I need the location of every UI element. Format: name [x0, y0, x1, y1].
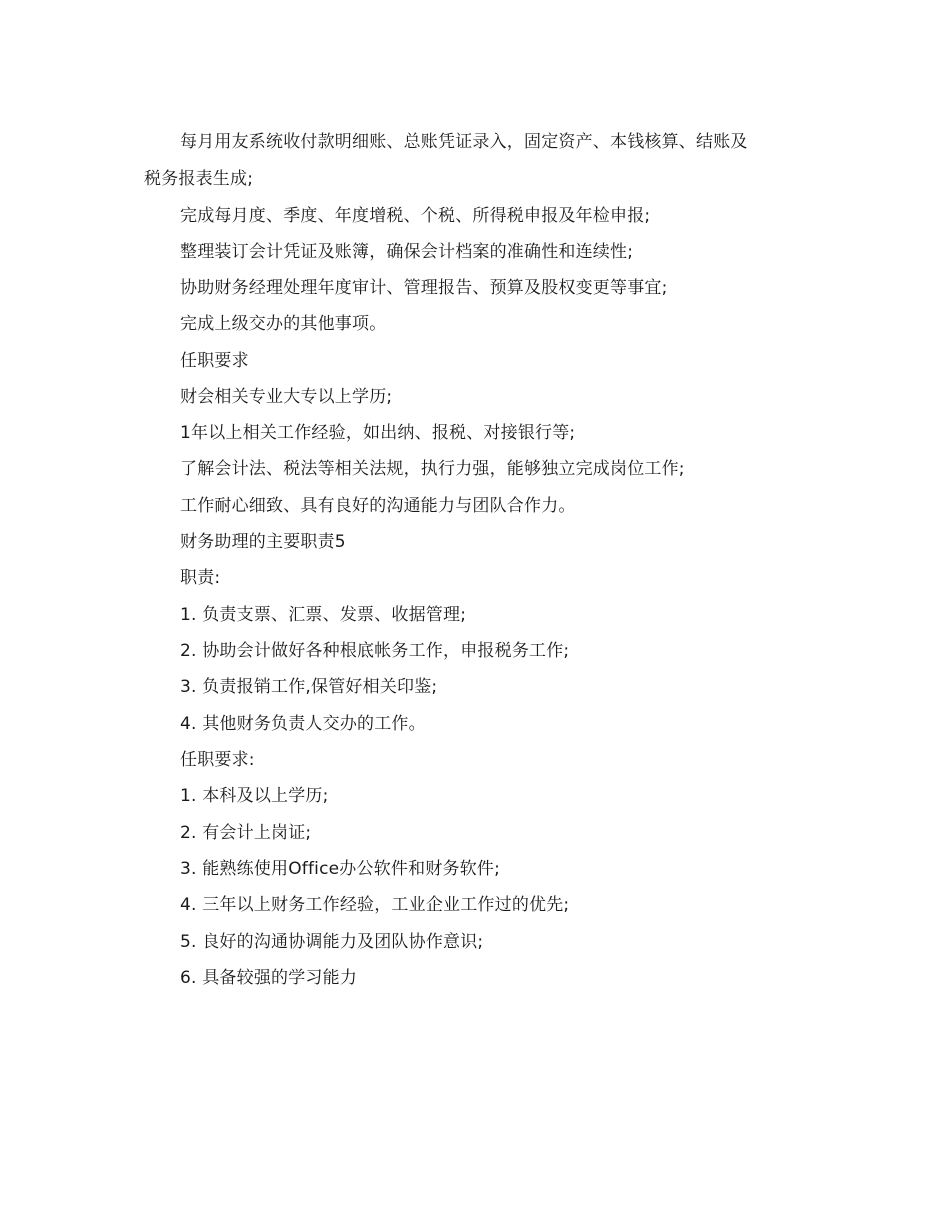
section-heading-duties-5: 财务助理的主要职责5	[180, 532, 346, 552]
text-line-8: 财会相关专业大专以上学历;	[180, 387, 393, 407]
text-line-9: 1年以上相关工作经验，如出纳、报税、对接银行等;	[180, 423, 576, 443]
list-item-requirement-2: 2. 有会计上岗证;	[180, 823, 312, 843]
text-line-5: 协助财务经理处理年度审计、管理报告、预算及股权变更等事宜;	[180, 278, 668, 298]
text-line-11: 工作耐心细致、具有良好的沟通能力与团队合作力。	[180, 496, 576, 516]
text-line-6: 完成上级交办的其他事项。	[180, 314, 387, 334]
list-item-duty-3: 3. 负责报销工作,保管好相关印鉴;	[180, 677, 438, 697]
list-item-duty-2: 2. 协助会计做好各种根底帐务工作，申报税务工作;	[180, 641, 570, 661]
text-line-10: 了解会计法、税法等相关法规，执行力强，能够独立完成岗位工作;	[180, 459, 685, 479]
list-item-requirement-6: 6. 具备较强的学习能力	[180, 968, 358, 988]
list-item-duty-1: 1. 负责支票、汇票、发票、收据管理;	[180, 605, 467, 625]
text-line-2: 税务报表生成;	[144, 169, 254, 189]
list-item-requirement-5: 5. 良好的沟通协调能力及团队协作意识;	[180, 932, 484, 952]
list-item-duty-4: 4. 其他财务负责人交办的工作。	[180, 714, 426, 734]
list-item-requirement-3: 3. 能熟练使用Office办公软件和财务软件;	[180, 859, 501, 879]
section-heading-requirements-2: 任职要求:	[180, 750, 255, 770]
list-item-requirement-1: 1. 本科及以上学历;	[180, 786, 329, 806]
text-line-4: 整理装订会计凭证及账簿，确保会计档案的准确性和连续性;	[180, 242, 634, 262]
list-item-requirement-4: 4. 三年以上财务工作经验，工业企业工作过的优先;	[180, 895, 570, 915]
section-heading-duties: 职责:	[180, 568, 221, 588]
section-heading-requirements: 任职要求	[180, 351, 249, 371]
text-line-1: 每月用友系统收付款明细账、总账凭证录入，固定资产、本钱核算、结账及	[180, 132, 748, 152]
text-line-3: 完成每月度、季度、年度增税、个税、所得税申报及年检申报;	[180, 206, 651, 226]
